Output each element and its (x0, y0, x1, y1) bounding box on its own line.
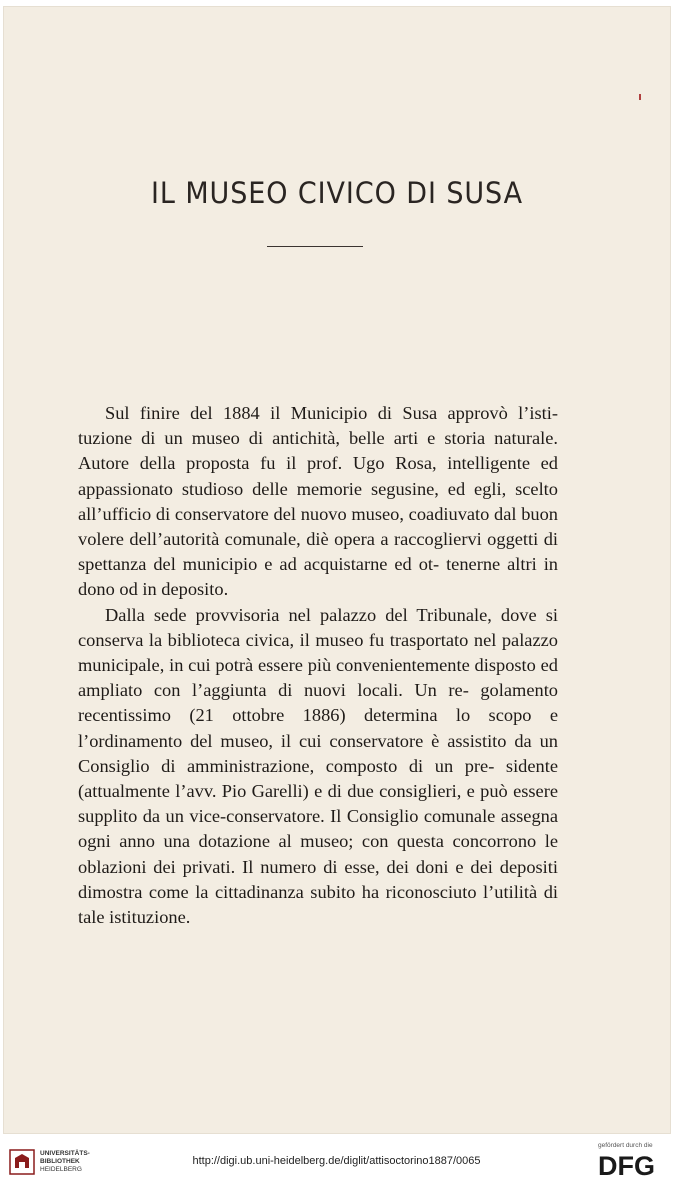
page-title: IL MUSEO CIVICO DI SUSA (151, 176, 523, 210)
scanned-page (3, 6, 671, 1134)
viewer-footer (0, 1140, 673, 1185)
permalink-url[interactable]: http://digi.ub.uni-heidelberg.de/diglit/attisoctorino1887/0065 (192, 1155, 481, 1167)
body-text (78, 401, 558, 930)
paragraph-1: Sul finire del 1884 il Municipio di Susa approvò l’isti- tuzione di un museo di antichità, belle arti e storia naturale. Autore della proposta fu il prof. Ugo Rosa, intelligente ed appassionato studioso delle memorie segusine, ed egli, scelto all’ufficio di conservatore del nuovo museo, coadiuvato dal buon volere dell’autorità comunale, diè opera a raccogliervi oggetti di spettanza del municipio e ad acquistarne ed ot- tenerne altri in dono od in deposito. (78, 403, 558, 600)
title-underline (267, 246, 363, 247)
library-name-line2: BIBLIOTHEK (40, 1158, 80, 1165)
paragraph-2: Dalla sede provvisoria nel palazzo del Tribunale, dove si conserva la biblioteca civica, il museo fu trasportato nel palazzo municipale, in cui potrà essere più convenientemente disposto ed ampliato con l’aggiunta di nuovi locali. Un re- golamento recentissimo (21 ottobre 1886) determina lo scopo e l’ordinamento del museo, il cui conservatore è assistito da un Consiglio di amministrazione, composto di un pre- sidente (attualmente l’avv. Pio Garelli) e di due consiglieri, e può essere supplito da un vice-conservatore. Il Consiglio comunale assegna ogni anno una dotazione al museo; con questa concorrono le oblazioni dei privati. Il numero di esse, dei doni e dei depositi dimostra come la cittadinanza subito ha riconosciuto l’utilità di tale istituzione. (78, 604, 558, 928)
red-ink-mark (639, 94, 641, 100)
library-name-line1: UNIVERSITÄTS- (40, 1150, 90, 1157)
dfg-logo-text: DFG (598, 1152, 655, 1178)
library-name-line3: HEIDELBERG (40, 1166, 82, 1173)
funding-label: gefördert durch die (598, 1142, 653, 1149)
dfg-logo-icon (598, 1152, 664, 1178)
